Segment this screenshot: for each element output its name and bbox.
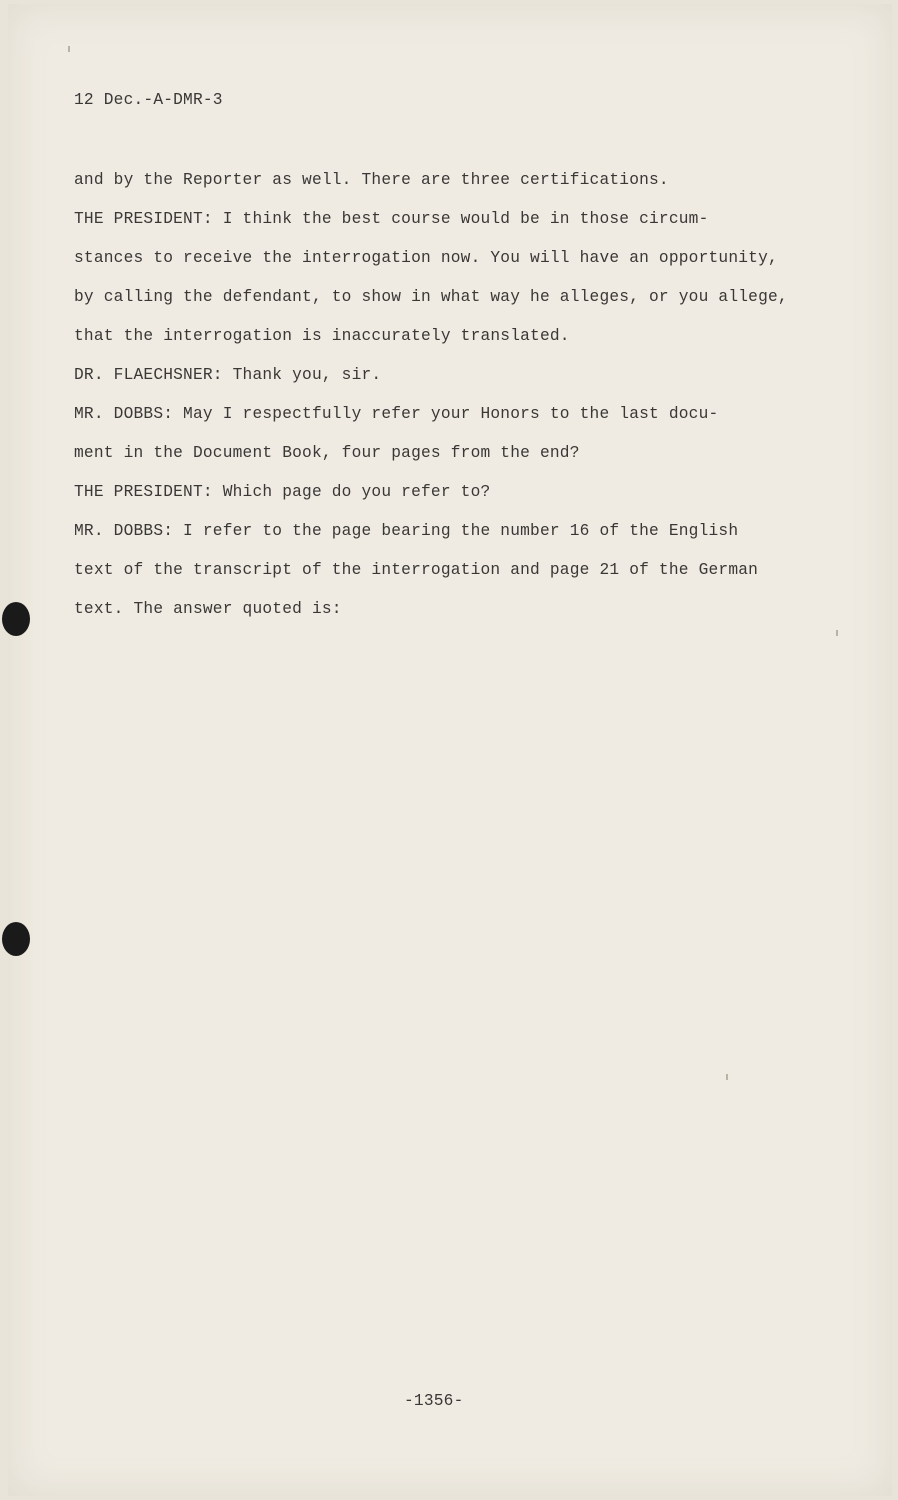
body-line: text of the transcript of the interrogation and page 21 of the German (74, 561, 759, 579)
document-header-reference: 12 Dec.-A-DMR-3 (74, 91, 223, 109)
body-line: that the interrogation is inaccurately translated. (74, 327, 570, 345)
body-line: stances to receive the interrogation now. You will have an opportunity, (74, 249, 778, 267)
body-line: THE PRESIDENT: I think the best course would be in those circum- (74, 210, 709, 228)
paper-speck (726, 1074, 728, 1080)
paper-speck (836, 630, 838, 636)
page-number: -1356- (404, 1392, 464, 1410)
punch-hole-top (2, 602, 30, 636)
body-line: text. The answer quoted is: (74, 600, 342, 618)
body-line: MR. DOBBS: May I respectfully refer your Honors to the last docu- (74, 405, 719, 423)
paper-speck (68, 46, 70, 52)
body-line: and by the Reporter as well. There are three certifications. (74, 171, 669, 189)
punch-hole-bottom (2, 922, 30, 956)
body-line: DR. FLAECHSNER: Thank you, sir. (74, 366, 382, 384)
body-line: ment in the Document Book, four pages from the end? (74, 444, 580, 462)
body-line: by calling the defendant, to show in what way he alleges, or you allege, (74, 288, 788, 306)
body-line: MR. DOBBS: I refer to the page bearing the number 16 of the English (74, 522, 739, 540)
body-line: THE PRESIDENT: Which page do you refer to? (74, 483, 491, 501)
